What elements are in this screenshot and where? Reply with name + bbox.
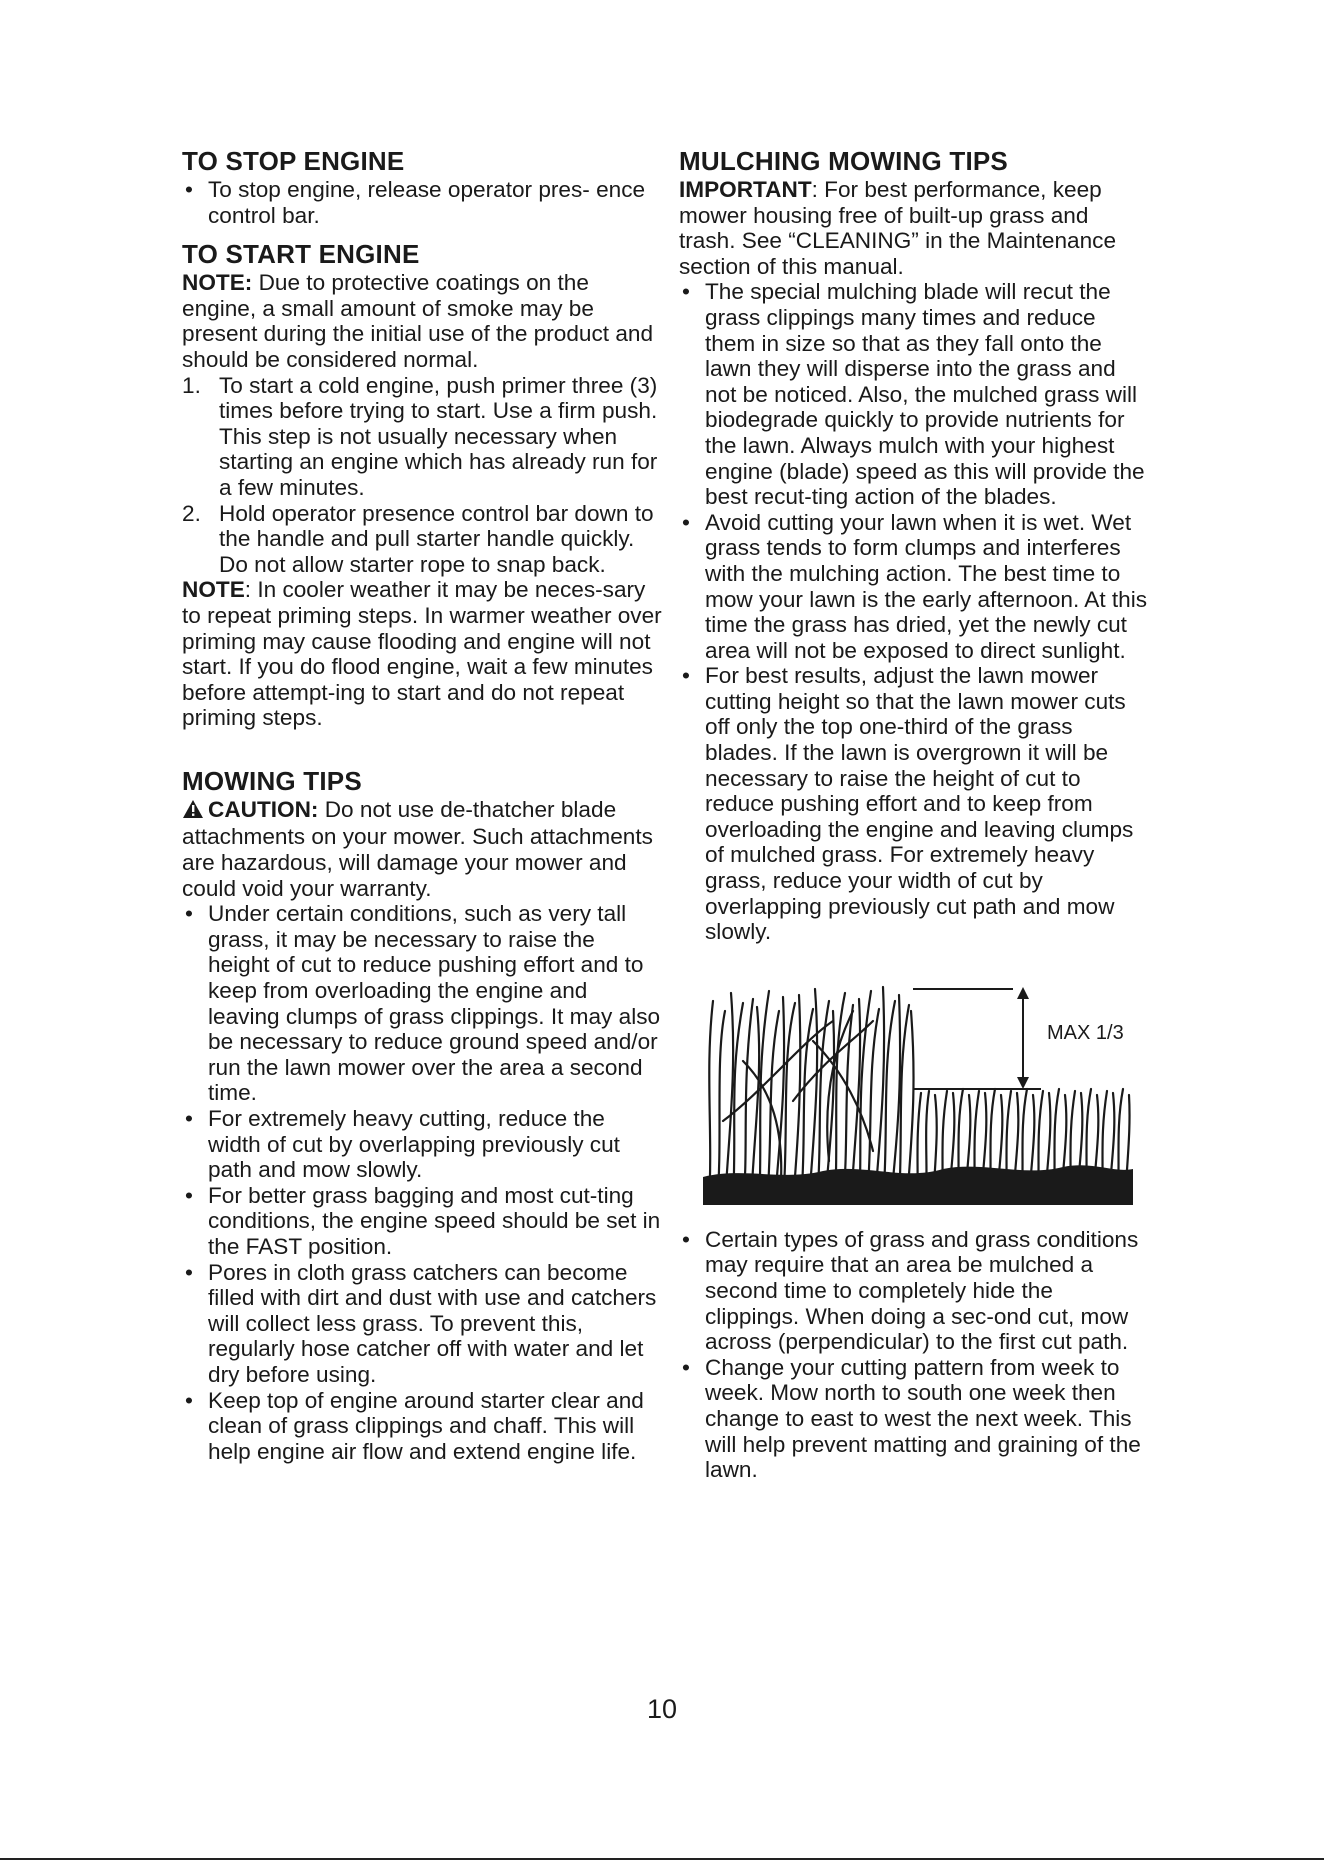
grass-height-figure <box>703 981 1133 1205</box>
stop-engine-heading: TO STOP ENGINE <box>182 146 405 176</box>
page-number: 10 <box>646 1694 678 1724</box>
start-engine-heading: TO START ENGINE <box>182 239 420 270</box>
important-paragraph: IMPORTANT: For best performance, keep mower housing free of built-up grass and trash. See “CLEANING” in the Maintenance section of this manual. <box>679 177 1117 279</box>
list-item: • Avoid cutting your lawn when it is wet. Wet grass tends to form clumps and interferes with the mulching action. The best time to mow your lawn is the early afternoon. At this time the grass has dried, yet the newly cut area will not be exposed to direct sunlight. <box>679 510 1149 664</box>
left-column <box>182 145 662 1464</box>
priming-note: NOTE: In cooler weather it may be neces-sary to repeat priming steps. In warmer weather over priming may cause flooding and engine will not start. If you do flood engine, wait a few minutes before attempt-ing to start and do not repeat priming steps. <box>182 577 662 731</box>
list-item: • Under certain conditions, such as very tall grass, it may be necessary to raise the height of cut to reduce pushing effort and to keep from overloading the engine and leaving clumps of grass clippings. It may also be necessary to reduce ground speed and/or run the lawn mower over the area a second time. <box>182 901 662 1106</box>
list-item: • Change your cutting pattern from week to week. Mow north to south one week then change to east to west the next week. This will help prevent matting and graining of the lawn. <box>679 1355 1149 1483</box>
mowing-tips-list <box>182 901 662 1464</box>
stop-engine-list <box>182 177 662 228</box>
list-item: 1. To start a cold engine, push primer three (3) times before trying to start. Use a firm push. This step is not usually necessary when starting an engine which has already run for a few minutes. <box>182 372 658 500</box>
mulching-tips-list-continued <box>679 1227 1149 1483</box>
mulching-tips-heading: MULCHING MOWING TIPS <box>679 146 1008 176</box>
list-item: • Pores in cloth grass catchers can become filled with dirt and dust with use and catchers will collect less grass. To prevent this, regularly hose catcher off with water and let dry before using. <box>182 1260 662 1388</box>
grass-illustration <box>703 981 1133 1205</box>
list-item: • For extremely heavy cutting, reduce the width of cut by overlapping previously cut path and mow slowly. <box>182 1106 662 1183</box>
list-item: • To stop engine, release operator pres- ence control bar. <box>182 177 662 228</box>
list-item: 2. Hold operator presence control bar down to the handle and pull starter handle quickly. Do not allow starter rope to snap back. <box>182 500 654 577</box>
right-column <box>679 145 1149 1483</box>
start-engine-steps <box>182 373 662 578</box>
start-engine-note: NOTE: Due to protective coatings on the engine, a small amount of smoke may be present during the initial use of the product and should be considered normal. <box>182 270 654 372</box>
caution-paragraph: CAUTION: Do not use de-thatcher blade attachments on your mower. Such attachments are hazardous, will damage your mower and could void your warranty. <box>182 796 653 901</box>
list-item: • For best results, adjust the lawn mower cutting height so that the lawn mower cuts off only the top one-third of the grass blades. If the lawn is overgrown it will be necessary to raise the height of cut to reduce pushing effort and to keep from overloading the engine and leaving clumps of mulched grass. For extremely heavy grass, reduce your width of cut by overlapping previously cut path and mow slowly. <box>679 663 1149 945</box>
mowing-tips-heading: MOWING TIPS <box>182 765 362 796</box>
mulching-tips-list <box>679 279 1149 944</box>
list-item: • The special mulching blade will recut the grass clippings many times and reduce them in size so that as they fall onto the lawn they will disperse into the grass and not be noticed. Also, the mulched grass will biodegrade quickly to provide nutrients for the lawn. Always mulch with your highest engine (blade) speed as this will provide the best recut-ting action of the blades. <box>679 279 1149 509</box>
list-item: • Keep top of engine around starter clear and clean of grass clippings and chaff. This will help engine air flow and extend engine life. <box>182 1388 662 1465</box>
bottom-rule <box>0 1858 1324 1860</box>
list-item: • For better grass bagging and most cut-ting conditions, the engine speed should be set in the FAST position. <box>182 1183 662 1260</box>
warning-triangle-icon <box>182 799 204 825</box>
max-one-third-label: MAX 1/3 <box>1047 1021 1124 1044</box>
list-item: • Certain types of grass and grass conditions may require that an area be mulched a second time to completely hide the clippings. When doing a sec-ond cut, mow across (perpendicular) to the first cut path. <box>679 1227 1149 1355</box>
